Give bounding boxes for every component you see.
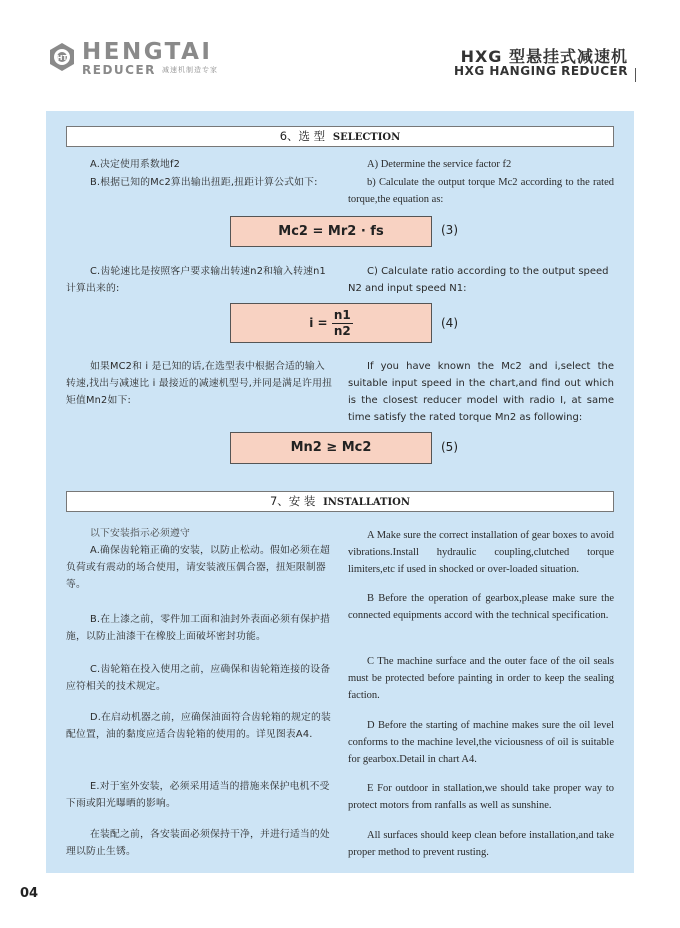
page-number: 04 xyxy=(20,886,39,901)
section-heading-selection xyxy=(66,126,614,147)
formula-3-text: Mc2 = Mr2 · fs xyxy=(278,224,384,239)
installation-item-a-en: A Make sure the correct installation of gear boxes to avoid vibrations.Install hydraulic coupling,clutched torque limiters,etc if used in shocked or over-loaded situation. xyxy=(348,530,614,575)
selection-step-a-en: A) Determine the service factor f2 xyxy=(367,159,512,170)
selection-step-d-en: If you have known the Mc2 and i,select the suitable input speed in the chart,and find out which is the closest reducer model with radio I, at same time satisfy the rated torque Mn2 as following: xyxy=(348,361,614,423)
page-title-cn: HXG 型悬挂式减速机 xyxy=(460,47,628,66)
gear-logo-icon xyxy=(46,42,78,72)
selection-step-c-en: C) Calculate ratio according to the output speed N2 and input speed N1: xyxy=(348,266,609,294)
formula-4-fraction xyxy=(332,308,353,339)
page-header xyxy=(0,0,680,95)
section-heading-installation xyxy=(66,491,614,512)
selection-step-c-cn: C.齿轮速比是按照客户要求输出转速n2和输入转速n1计算出来的: xyxy=(66,266,326,294)
formula-3 xyxy=(230,216,432,247)
page-title-en: HXG HANGING REDUCER xyxy=(454,64,628,78)
installation-item-f-cn: 在装配之前，各安装面必须保持干净，并进行适当的处理以防止生锈。 xyxy=(66,829,330,857)
installation-item-c-cn: C.齿轮箱在投入使用之前，应确保和齿轮箱连接的设备应符相关的技术规定。 xyxy=(66,664,331,692)
selection-step-d-cn: 如果MC2和 i 是已知的话,在选型表中根据合适的输入转速,找出与减速比 i 最接近的减速机型号,并同是满足许用扭矩值Mn2如下: xyxy=(66,361,333,406)
formula-4-denominator: n2 xyxy=(333,324,351,338)
title-divider xyxy=(635,68,636,82)
formula-5 xyxy=(230,432,432,464)
installation-item-c-en: C The machine surface and the outer face of the oil seals must be protected before painting in order to keep the sealing faction. xyxy=(348,656,614,701)
selection-step-b-cn: B.根据已知的Mc2算出输出扭距,扭距计算公式如下: xyxy=(90,177,318,188)
content-panel xyxy=(46,111,634,873)
formula-4-number: (4) xyxy=(441,316,458,330)
section-heading-en: SELECTION xyxy=(332,132,401,143)
formula-4-lhs: i = xyxy=(309,316,328,330)
formula-5-number: (5) xyxy=(441,440,458,454)
selection-step-b-en: b) Calculate the output torque Mc2 according to the rated torque,the equation as: xyxy=(348,177,614,205)
svg-text:HT: HT xyxy=(56,54,68,62)
brand-tagline: 减速机制造专家 xyxy=(162,66,218,74)
formula-3-number: (3) xyxy=(441,223,458,237)
brand-name: HENGTAI xyxy=(82,39,213,65)
section-heading-cn: 7、安 装 xyxy=(269,494,316,508)
section-heading-cn: 6、选 型 xyxy=(279,129,326,143)
formula-5-text: Mn2 ≥ Mc2 xyxy=(290,440,372,455)
brand-subtitle: REDUCER xyxy=(82,63,156,77)
formula-4 xyxy=(230,303,432,343)
installation-item-a-cn: A.确保齿轮箱正确的安装，以防止松动。假如必须在超负荷或有震动的场合使用，请安装液压偶合器，扭矩限制器等。 xyxy=(66,545,330,590)
installation-item-e-en: E For outdoor in stallation,we should take proper way to protect motors from ranfalls as well as sunshine. xyxy=(348,783,614,811)
installation-item-d-en: D Before the starting of machine makes sure the oil level conforms to the machine level,the viciousness of oil is suitable for gearbox.Detail in chart A4. xyxy=(348,720,614,765)
installation-item-e-cn: E.对于室外安装，必须采用适当的措施来保护电机不受下雨或阳光曝晒的影响。 xyxy=(66,781,330,809)
installation-item-f-en: All surfaces should keep clean before installation,and take proper method to prevent rusting. xyxy=(348,830,614,858)
selection-step-a-cn: A.决定使用系数地f2 xyxy=(90,159,181,170)
installation-item-d-cn: D.在启动机器之前，应确保油面符合齿轮箱的规定的装配位置，油的黏度应适合齿轮箱的使用的。详见图表A4. xyxy=(66,712,331,740)
section-heading-en: INSTALLATION xyxy=(323,497,411,508)
installation-item-b-en: B Before the operation of gearbox,please make sure the connected equipments accord with the technical specification. xyxy=(348,593,614,621)
formula-4-numerator: n1 xyxy=(333,308,351,322)
installation-item-b-cn: B.在上漆之前，零件加工面和油封外表面必须有保护措施，以防止油漆干在橡胶上面破坏密封功能。 xyxy=(66,614,331,642)
installation-intro-cn: 以下安装指示必须遵守 xyxy=(90,528,190,539)
